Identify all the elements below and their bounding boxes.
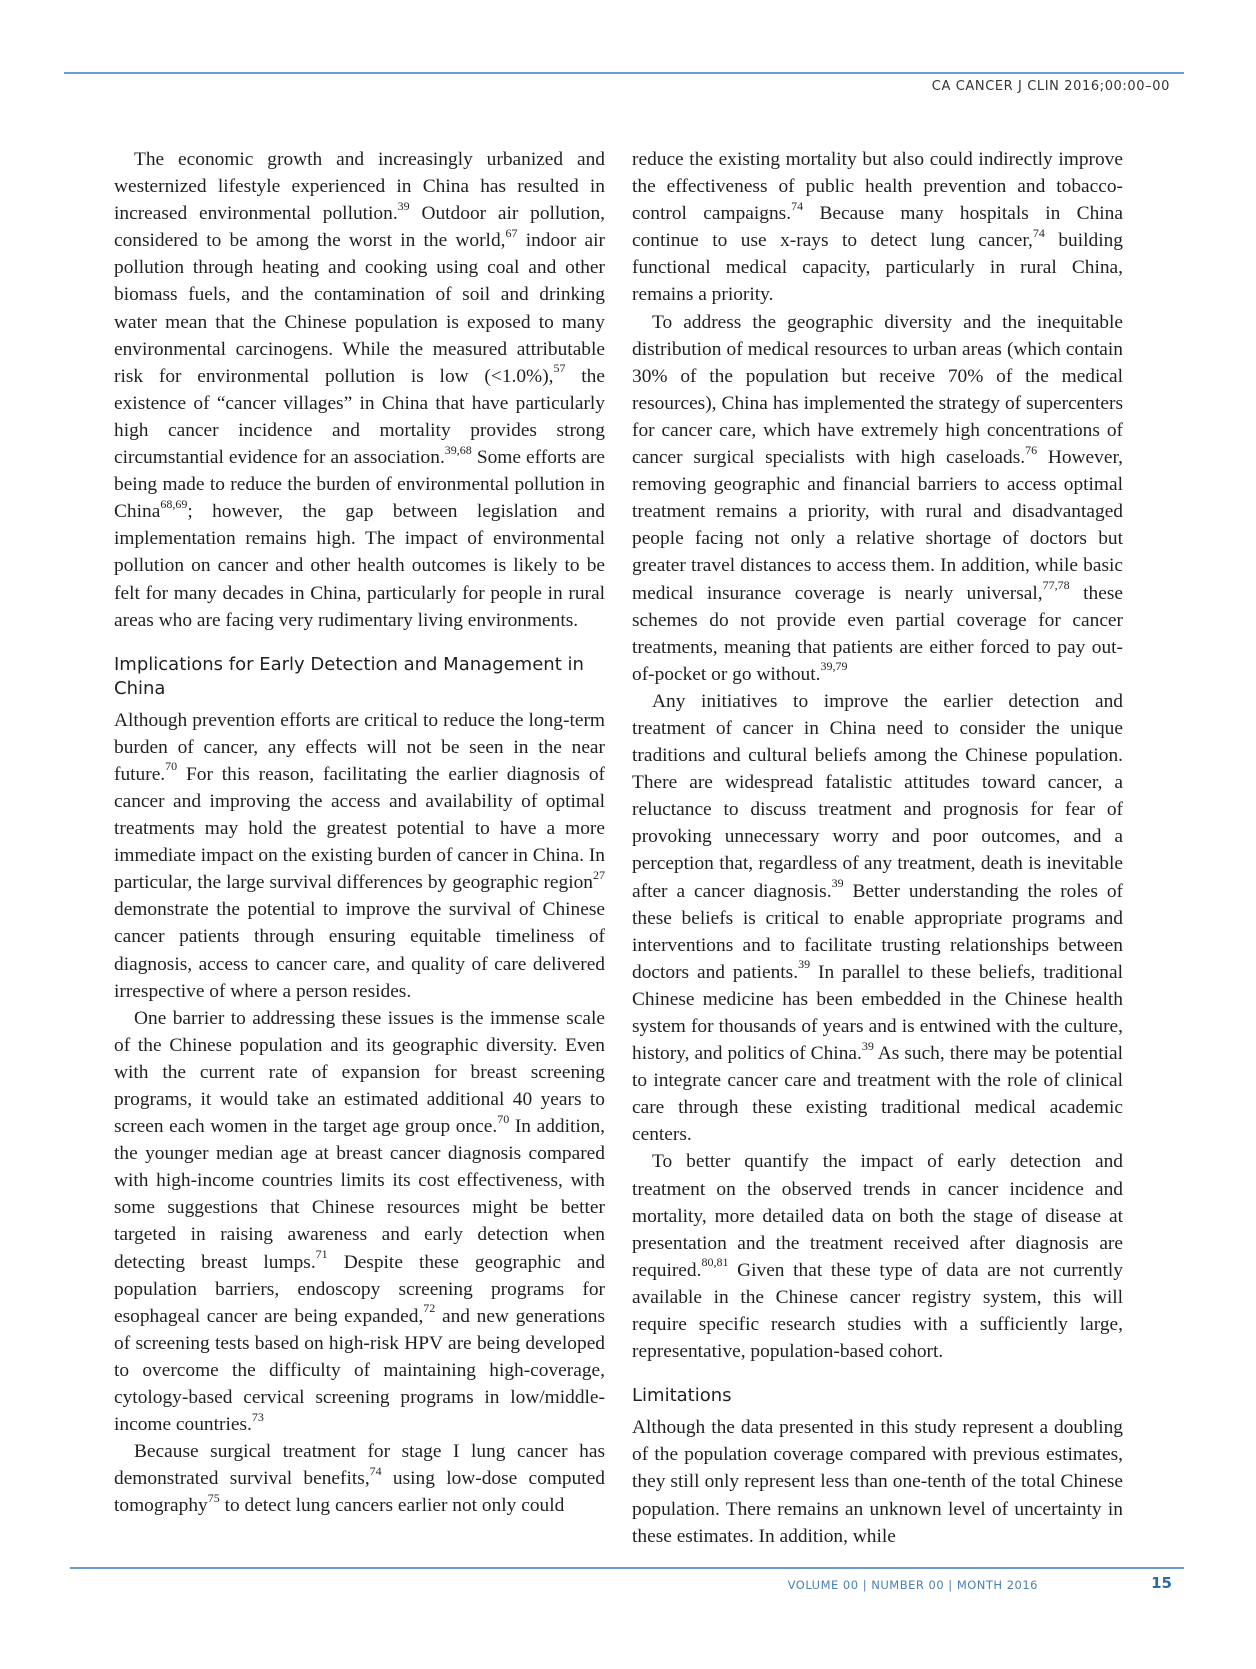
paragraph: Any initiatives to improve the earlier detection and treatment of cancer in China need to consider the unique traditions and cultural beliefs among the Chinese population. There are widespread fatalistic attitudes toward cancer, a reluctance to discuss treatment and prognosis for fear of provoking unnecessary worry and poor outcomes, and a perception that, regardless of any treatment, death is inevitable after a cancer diagnosis.$^{39}$ Better understanding the roles of these beliefs is critical to enable appropriate programs and interventions and to facilitate trusting relationships between doctors and patients.$^{39}$ In parallel to these beliefs, traditional Chinese medicine has been embedded in the Chinese health system for thousands of years and is entwined with the culture, history, and politics of China.$^{39}$ As such, there may be potential to integrate cancer care and treatment with the role of clinical care through these existing traditional medical academic centers.: [632, 690, 1124, 1146]
paragraph: One barrier to addressing these issues is the immense scale of the Chinese population and its geographic diversity. Even with the current rate of expansion for breast screening programs, it would take an estimated additional 40 years to screen each women in the target age group once.$^{70}$ In addition, the younger median age at breast cancer diagnosis compared with high-income countries limits its cost effectiveness, with some suggestions that Chinese resources might be better targeted in raising awareness and early detection when detecting breast lumps.$^{71}$ Despite these geographic and population barriers, endoscopy screening programs for esophageal cancer are being expanded,$^{72}$ and new generations of screening tests based on high-risk HPV are being developed to overcome the difficulty of maintaining high-coverage, cytology-based cervical screening programs in low/middle-income countries.$^{73}$: [114, 1007, 606, 1436]
left-column: [114, 146, 605, 1520]
right-column: [632, 146, 1123, 1550]
paragraph: Although prevention efforts are critical to reduce the long-term burden of cancer, any effects will not be seen in the near future.$^{70}$ For this reason, facilitating the earlier diagnosis of cancer and improving the access and availability of optimal treatments may hold the greatest potential to have a more immediate impact on the existing burden of cancer in China. In particular, the large survival differences by geographic region$^{27}$ demonstrate the potential to improve the survival of Chinese cancer patients through ensuring equitable timeliness of diagnosis, access to cancer care, and quality of care delivered irrespective of where a person resides.: [114, 709, 605, 1002]
section-heading-limitations: Limitations: [632, 1385, 732, 1407]
paragraph: Because surgical treatment for stage I lung cancer has demonstrated survival benefits,$^{74}$ using low-dose computed tomography$^{75}$ to detect lung cancers earlier not only could: [114, 1441, 605, 1517]
paragraph: To better quantify the impact of early detection and treatment on the observed trends in cancer incidence and mortality, more detailed data on both the stage of disease at presentation and the treatment received after diagnosis are required.$^{80,81}$ Given that these type of data are not currently available in the Chinese cancer registry system, this will require specific research studies with a sufficiently large, representative, population-based cohort.: [632, 1151, 1123, 1363]
paragraph: To address the geographic diversity and the inequitable distribution of medical resources to urban areas (which contain 30% of the population but receive 70% of the medical resources), China has implemented the strategy of supercenters for cancer care, which have extremely high concentrations of cancer surgical specialists with high caseloads.$^{76}$ However, removing geographic and financial barriers to access optimal treatment remains a priority, with rural and disadvantaged people facing not only a relative shortage of doctors but greater travel distances to access them. In addition, while basic medical insurance coverage is nearly universal,$^{77,78}$ these schemes do not provide even partial coverage for cancer treatments, meaning that patients are either forced to pay out-of-pocket or go without.$^{39,79}$: [632, 311, 1123, 685]
running-head: CA CANCER J CLIN 2016;00:00–00: [931, 79, 1170, 94]
paragraph: Although the data presented in this study represent a doubling of the population coverage compared with previous estimates, they still only represent less than one-tenth of the total Chinese population. There remains an unknown level of uncertainty in these estimates. In addition, while: [632, 1417, 1123, 1547]
footer-rule: [70, 1567, 1184, 1569]
section-heading-early-detection: Implications for Early Detection and Management in China: [114, 653, 584, 699]
header-rule: [64, 72, 1184, 74]
page-number: 15: [1151, 1574, 1172, 1592]
paragraph: The economic growth and increasingly urbanized and westernized lifestyle experienced in China has resulted in increased environmental pollution.$^{39}$ Outdoor air pollution, considered to be among the worst in the world,$^{67}$ indoor air pollution through heating and cooking using coal and other biomass fuels, and the contamination of soil and drinking water mean that the Chinese population is exposed to many environmental carcinogens. While the measured attributable risk for environmental pollution is low (<1.0%),$^{57}$ the existence of “cancer villages” in China that have particularly high cancer incidence and mortality provides strong circumstantial evidence for an association.$^{39,68}$ Some efforts are being made to reduce the burden of environmental pollution in China$^{68,69}$; however, the gap between legislation and implementation remains high. The impact of environmental pollution on cancer and other health outcomes is likely to be felt for many decades in China, particularly for people in rural areas who are facing very rudimentary living environments.: [114, 149, 605, 631]
footer-issue-info: VOLUME 00 | NUMBER 00 | MONTH 2016: [787, 1578, 1038, 1592]
paragraph: reduce the existing mortality but also could indirectly improve the effectiveness of public health prevention and tobacco-control campaigns.$^{74}$ Because many hospitals in China continue to use x-rays to detect lung cancer,$^{74}$ building functional medical capacity, particularly in rural China, remains a priority.: [632, 149, 1123, 306]
